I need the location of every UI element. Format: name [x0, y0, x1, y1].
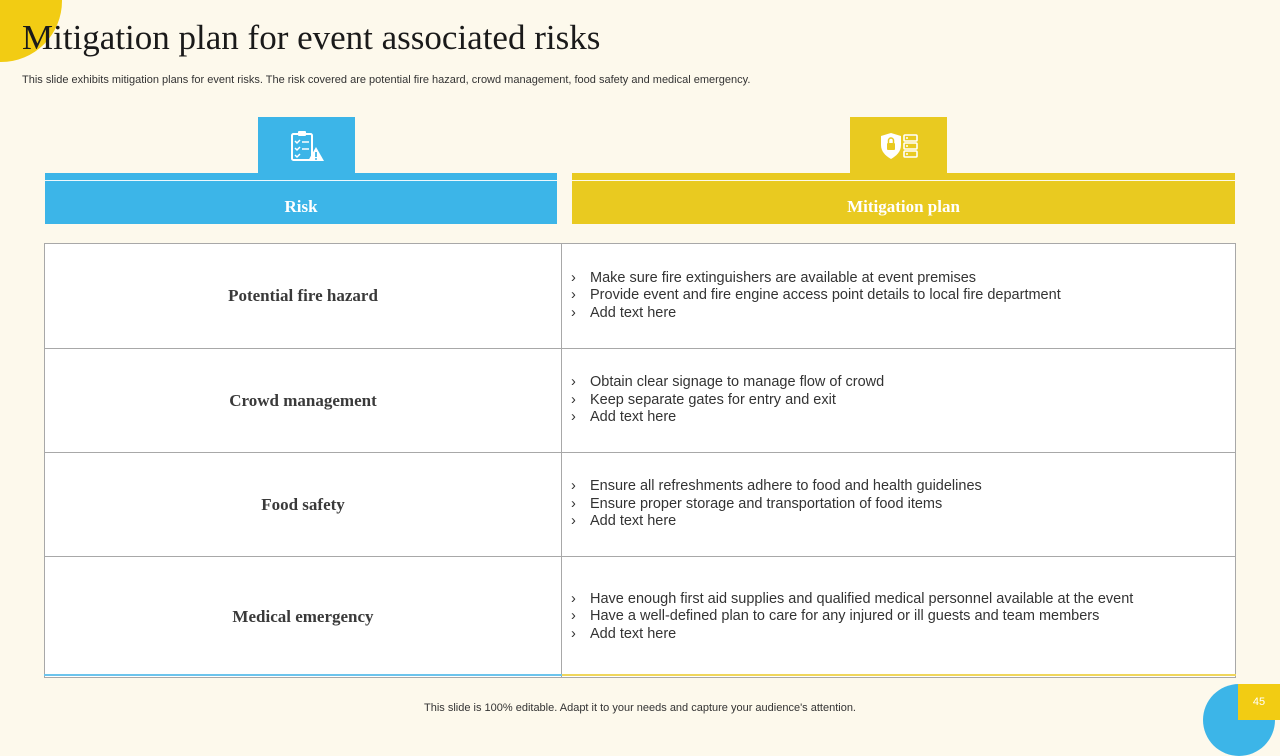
- plan-bullet: › Have a well-defined plan to care for any injured or ill guests and team members: [571, 608, 1100, 625]
- mitigation-plan-header-label: Mitigation plan: [847, 197, 960, 216]
- page-subtitle: This slide exhibits mitigation plans for event risks. The risk covered are potential fire hazard, crowd management, food safety and medical emergency.: [22, 74, 751, 86]
- risk-cell: Medical emergency: [45, 557, 562, 677]
- table-row: [45, 452, 1235, 556]
- plan-bullet: › Have enough first aid supplies and qualified medical personnel available at the event: [571, 590, 1134, 607]
- risk-header: [45, 173, 557, 224]
- plan-bullet: › Add text here: [571, 625, 677, 642]
- plan-bullet: › Add text here: [571, 304, 677, 321]
- plan-cell: [562, 349, 1235, 452]
- risk-column-underline: [44, 674, 562, 676]
- table-row: [45, 244, 1235, 348]
- plan-cell: [562, 453, 1235, 556]
- shield-lock-icon: [879, 131, 919, 161]
- plan-bullet: › Obtain clear signage to manage flow of crowd: [571, 374, 885, 391]
- page-number: 45: [1238, 684, 1280, 720]
- plan-bullet: › Add text here: [571, 513, 677, 530]
- mitigation-plan-header: [572, 173, 1235, 224]
- plan-bullet: › Keep separate gates for entry and exit: [571, 391, 836, 408]
- risk-cell: Potential fire hazard: [45, 244, 562, 348]
- risk-cell: Crowd management: [45, 349, 562, 452]
- plan-icon-box: [850, 117, 947, 174]
- footer-note: This slide is 100% editable. Adapt it to your needs and capture your audience's attention.: [424, 702, 856, 714]
- page-title: Mitigation plan for event associated risks: [22, 18, 601, 57]
- plan-bullet: › Make sure fire extinguishers are available at event premises: [571, 269, 977, 286]
- plan-bullet: › Ensure proper storage and transportation of food items: [571, 495, 943, 512]
- risk-cell: Food safety: [45, 453, 562, 556]
- plan-bullet: › Add text here: [571, 409, 677, 426]
- table-row: [45, 348, 1235, 452]
- risk-icon-box: [258, 117, 355, 174]
- risk-header-label: Risk: [284, 197, 318, 216]
- plan-cell: [562, 557, 1235, 677]
- plan-cell: [562, 244, 1235, 348]
- plan-bullet: › Ensure all refreshments adhere to food and health guidelines: [571, 478, 982, 495]
- clipboard-warning-icon: [289, 129, 325, 163]
- plan-column-underline: [562, 674, 1236, 676]
- risk-mitigation-table: [44, 243, 1236, 678]
- table-row: [45, 556, 1235, 677]
- plan-bullet: › Provide event and fire engine access point details to local fire department: [571, 287, 1061, 304]
